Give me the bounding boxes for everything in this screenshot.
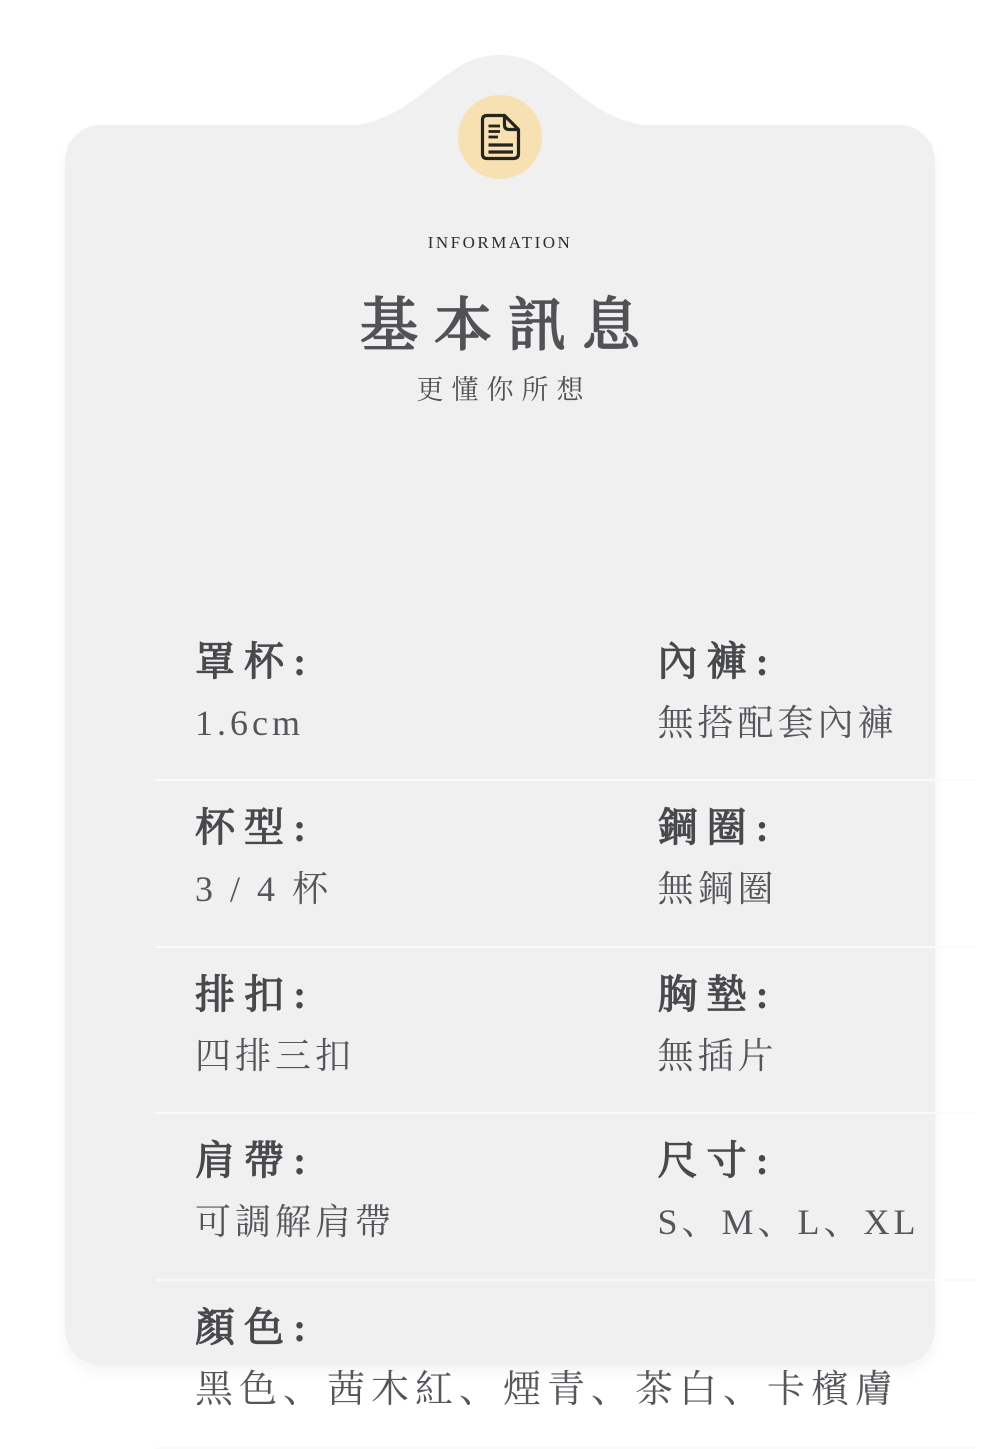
spec-label: 內褲: [657,639,778,684]
spec-value: 無搭配套內褲 [657,703,898,743]
spec-value: 無插片 [657,1035,778,1076]
spec-cell-padding [658,972,936,1077]
spec-row [155,1114,975,1280]
info-badge [458,95,542,179]
spec-label: 罩杯: [195,639,316,684]
spec-cell-sizes [658,1138,936,1243]
spec-cell-cup-shape [195,805,658,910]
spec-cell-straps [195,1138,658,1243]
section-eyebrow: INFORMATION [427,233,573,252]
spec-row-colors [155,1281,975,1449]
spec-row [155,948,975,1114]
section-subtitle: 更懂你所想 [416,375,592,405]
spec-label: 胸墊: [657,971,778,1017]
spec-value: 黑色、茜木紅、煙青、茶白、卡檳膚 [195,1368,900,1411]
spec-cell-underwire [658,805,936,910]
spec-label: 顏色: [195,1304,316,1350]
spec-cell-hooks [195,972,658,1077]
spec-value: 可調解肩帶 [195,1202,396,1243]
spec-row [155,781,975,947]
section-title: 基本訊息 [359,293,656,358]
spec-value: 四排三扣 [195,1035,356,1076]
spec-cell-panty [658,639,936,744]
spec-label: 肩帶: [195,1138,316,1184]
spec-value: 無鋼圈 [657,869,778,910]
spec-label: 鋼圈: [657,805,778,851]
spec-label: 排扣: [195,971,316,1017]
spec-label: 杯型: [195,805,316,851]
spec-row [155,615,975,781]
spec-list [155,615,975,1449]
spec-label: 尺寸: [657,1138,778,1184]
spec-value: 1.6cm [195,703,304,743]
spec-value: S、M、L、XL [657,1202,920,1243]
spec-cell-cup [195,639,658,744]
document-icon [478,113,522,161]
spec-value: 3 / 4 杯 [195,869,333,910]
spec-cell-colors [195,1305,935,1413]
